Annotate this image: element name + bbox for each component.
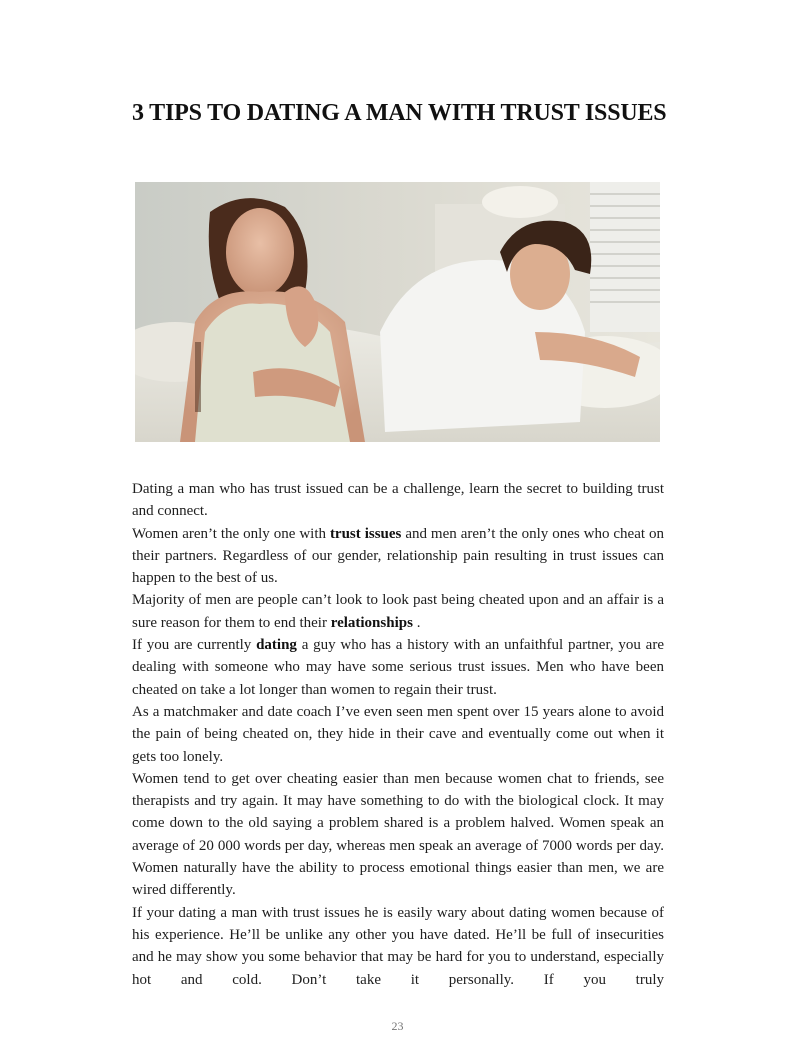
link-dating[interactable]: dating	[256, 637, 297, 654]
paragraph-1: Dating a man who has trust issued can be a challenge, learn the secret to building trust and connect.	[132, 481, 664, 520]
paragraph-6: Women tend to get over cheating easier than men because women chat to friends, see therapists and try again. It may have something to do with the biological clock. It may come down to the old saying a problem shared is a problem halved. Women speak an average of 20 000 words per day, whereas men speak an average of 7000 words per day. Women naturally have the ability to process emotional things easier than men, we are wired differently.	[132, 770, 664, 899]
link-relationships[interactable]: relationships	[330, 614, 413, 631]
link-trust-issues[interactable]: trust issues	[329, 525, 402, 542]
couple-photo	[135, 182, 660, 442]
paragraph-7: If your dating a man with trust issues he is easily wary about dating women because of his experience. He’ll be unlike any other you have dated. He’ll be full of insecurities and he may show you some behavior that may be hard for you to understand, especially hot and cold. Don’t take it personally. If you truly	[132, 904, 664, 988]
paragraph-3: Majority of men are people can’t look to look past being cheated upon and an affair is a sure reason for them to end their relationships .	[132, 592, 664, 631]
page-number: 23	[391, 1019, 404, 1033]
paragraph-5: As a matchmaker and date coach I’ve even seen men spent over 15 years alone to avoid the pain of being cheated on, they hide in their cave and eventually come out when it gets too lonely.	[132, 703, 664, 765]
article-body	[132, 478, 664, 991]
page-title: 3 TIPS TO DATING A MAN WITH TRUST ISSUES	[132, 100, 667, 126]
paragraph-4: If you are currently dating a guy who has a history with an unfaithful partner, you are dealing with someone who may have some serious trust issues. Men who have been cheated on take a lot longer than women to regain their trust.	[132, 637, 664, 698]
paragraph-2: Women aren’t the only one with trust issues and men aren’t the only ones who cheat on their partners. Regardless of our gender, relationship pain resulting in trust issues can happen to the best of us.	[132, 525, 664, 587]
